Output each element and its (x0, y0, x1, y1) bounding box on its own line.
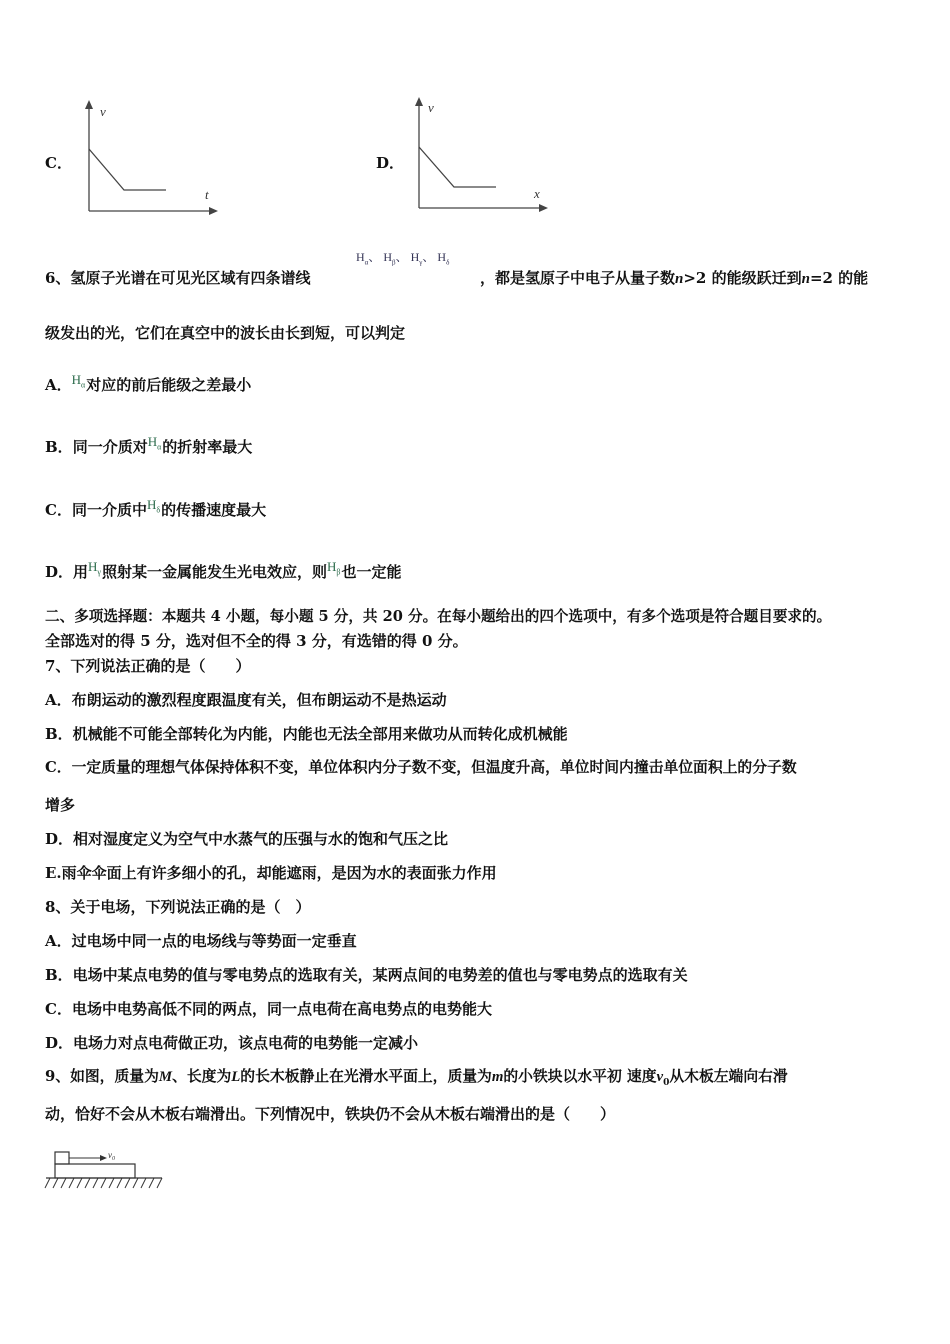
q7-stem: 7、下列说法正确的是（ ） (45, 657, 251, 675)
q6-stem-part2: ，都是氢原子中电子从量子数n>2 的能级跃迁到n=2 的能 (480, 269, 869, 287)
h-alpha-symbol: $H_\alpha$ (71, 372, 86, 390)
q6-option-a: A．$H_\alpha$对应的前后能级之差最小 (45, 372, 252, 394)
velocity-label: $v_0$ (108, 1150, 115, 1162)
q8-option-b: B．电场中某点电势的值与零电势点的选取有关，某两点间的电势差的值也与零电势点的选取有关 (45, 966, 688, 984)
q5-option-c-letter: C． (45, 154, 72, 172)
q7-option-c-line1: C．一定质量的理想气体保持体积不变，单位体积内分子数不变，但温度升高，单位时间内撞击单位面积上的分子数 (45, 759, 797, 776)
q9-stem-line2: 动，恰好不会从木板右端滑出。下列情况中，铁块仍不会从木板右端滑出的是（ ） (45, 1105, 616, 1123)
section2-instructions-line1: 二、多项选择题：本题共 4 小题，每小题 5 分，共 20 分。在每小题给出的四个选项中，有多个选项是符合题目要求的。 (45, 608, 832, 625)
q6-line-h2: $H_\beta$ (383, 250, 396, 267)
q6-stem-line2: 级发出的光，它们在真空中的波长由长到短，可以判定 (45, 324, 406, 342)
q8-stem: 8、关于电场，下列说法正确的是（ ） (45, 898, 311, 916)
q6-option-d: D．用$H_\gamma$照射某一金属能发生光电效应，则$H_\beta$也一定能 (45, 559, 402, 581)
q7-option-b: B．机械能不可能全部转化为内能，内能也无法全部用来做功从而转化成机械能 (45, 725, 568, 743)
q7-option-a: A．布朗运动的激烈程度跟温度有关，但布朗运动不是热运动 (45, 691, 447, 709)
q7-option-d: D．相对湿度定义为空气中水蒸气的压强与水的饱和气压之比 (45, 830, 449, 848)
q6-line-h1: $H_\alpha$ (356, 250, 369, 267)
q6-line-h4: $H_\delta$ (437, 250, 450, 267)
q5-option-d-graph (408, 97, 553, 217)
q6-spectral-lines: $H_\alpha$、 $H_\beta$、 $H_\gamma$、 $H_\delta$ (356, 250, 450, 267)
q5-d-y-axis-label: v (428, 100, 434, 115)
h-alpha-symbol: $H_\alpha$ (147, 434, 162, 452)
q6-stem-part1: 6、氢原子光谱在可见光区域有四条谱线 (45, 269, 311, 287)
q5-option-d-letter: D． (376, 154, 405, 172)
q5-c-x-axis-label: t (205, 187, 209, 202)
board (55, 1164, 135, 1178)
q5-c-y-axis-label: v (100, 104, 106, 119)
h-gamma-symbol: $H_\gamma$ (88, 559, 101, 577)
q8-option-d: D．电场力对点电荷做正功，该点电荷的电势能一定减小 (45, 1034, 419, 1052)
q9-stem-line1: 9、如图，质量为M、长度为L的长木板静止在光滑水平面上，质量为m的小铁块以水平初 速度$v_0$从木板左端向右滑 (45, 1068, 788, 1088)
section2-instructions-line2: 全部选对的得 5 分，选对但不全的得 3 分，有选错的得 0 分。 (45, 632, 468, 650)
q9-figure (44, 1146, 169, 1196)
q5-option-c-graph (78, 100, 223, 220)
q6-line-h3: $H_\gamma$ (410, 250, 423, 267)
q5-d-x-axis-label: x (534, 186, 540, 201)
h-beta-symbol: $H_\beta$ (326, 559, 341, 577)
q6-option-b: B．同一介质对$H_\alpha$的折射率最大 (45, 434, 253, 456)
iron-block (55, 1152, 69, 1164)
q8-option-a: A．过电场中同一点的电场线与等势面一定垂直 (45, 932, 357, 950)
q7-option-c-line2: 增多 (45, 796, 76, 814)
q6-option-c: C．同一介质中$H_\delta$的传播速度最大 (45, 497, 267, 519)
h-delta-symbol: $H_\delta$ (146, 497, 161, 515)
ground-hatching (45, 1178, 162, 1188)
q8-option-c: C．电场中电势高低不同的两点，同一点电荷在高电势点的电势能大 (45, 1000, 492, 1018)
q7-option-e: E.雨伞伞面上有许多细小的孔，却能遮雨，是因为水的表面张力作用 (45, 864, 497, 882)
